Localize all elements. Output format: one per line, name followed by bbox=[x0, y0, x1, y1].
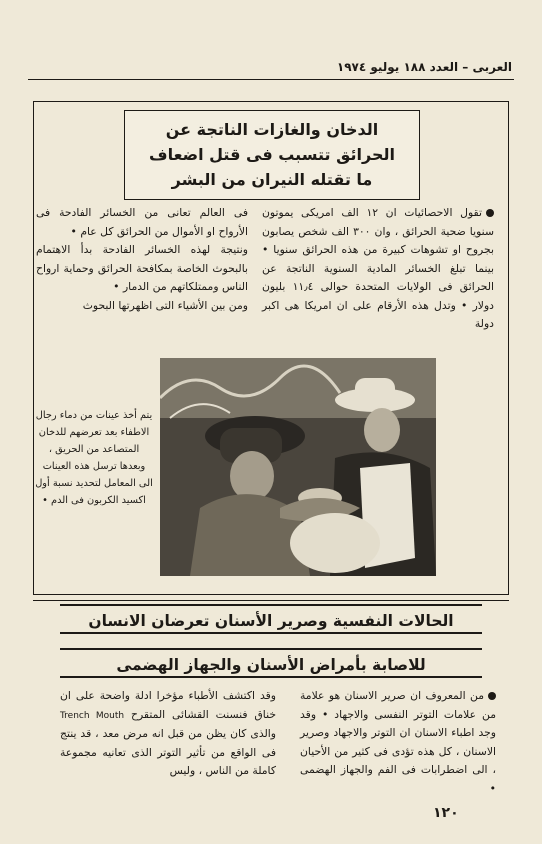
page-number: ١٢٠ bbox=[433, 805, 459, 821]
article2-title-line-1: الحالات النفسية وصرير الأسنان تعرضان الانسان bbox=[60, 604, 482, 634]
firefighters-photo bbox=[160, 358, 436, 576]
article-left-para-2: ونتيجة لهذه الخسائر الفادحة بدأ الاهتمام بالبحوث الخاصة بمكافحة الحرائق وحماية ارواح الناس وممتلكاتهم من الدمار • bbox=[36, 243, 248, 293]
article2-left-english-term: Trench Mouth bbox=[60, 710, 125, 721]
article2-left-column bbox=[60, 687, 276, 781]
article2-left-text-b: والذى كان يظن من قبل انه مرض معد ، قد ينتج فى الواقع من تأثير التوتر الذى تعانيه مجموعة كاملة من الناس ، وليس bbox=[60, 727, 276, 777]
bullet-icon bbox=[486, 209, 494, 217]
article-title-box bbox=[124, 110, 420, 200]
photo-caption: يتم أخذ عينات من دماء رجال الاطفاء بعد تعرضهم للدخان المتصاعد من الحريق ، وبعدها ترسل هذه العينات الى المعامل لتحديد نسبة أول اكسيد الكربون فى الدم • bbox=[35, 410, 153, 506]
article-title-line-2: الحرائق تتسبب فى قتل اضعاف bbox=[149, 145, 395, 164]
section-divider bbox=[33, 600, 509, 601]
article-left-para-1: فى العالم تعانى من الخسائر الفادحة فى الأرواح او الأموال من الحرائق كل عام • bbox=[36, 206, 248, 238]
article2-right-text: من المعروف ان صرير الاسنان هو علامة من علامات التوتر النفسى والاجهاد • وقد وجد اطباء الاسنان ان التوتر والاجهاد وصرير الاسنان ، كل هذه تؤدى فى كثير من الأحيان ، الى اضطرابات فى الفم والجهاز الهضمى • bbox=[300, 689, 496, 795]
bullet-icon bbox=[488, 692, 496, 700]
photo-illustration bbox=[160, 358, 436, 576]
article-left-para-3: ومن بين الأشياء التى اظهرتها البحوث bbox=[82, 298, 248, 312]
article-left-column bbox=[36, 204, 248, 315]
issue-header: العربى – العدد ١٨٨ يوليو ١٩٧٤ bbox=[336, 60, 512, 74]
article2-right-column bbox=[300, 687, 496, 798]
article-right-text: تقول الاحصائيات ان ١٢ الف امريكى يموتون سنويا ضحية الحرائق ، وان ٣٠٠ الف شخص يصابون بجروح او تشوهات كبيرة من هذه الحرائق سنويا • بينما تبلغ الخسائر المادية السنوية الناتجة عن الحرائق فى الولايات المتحدة حوالى ١١٫٤ بليون دولار • وتدل هذه الأرقام على ان امريكا هى اكبر دولة bbox=[262, 206, 495, 330]
article2-left-text-a: وقد اكتشف الأطباء مؤخرا ادلة واضحة على ان خناق فنسنت القشائى المتقرح bbox=[60, 689, 276, 721]
article-title-line-3: ما تقتله النيران من البشر bbox=[171, 170, 373, 189]
article-title-line-1: الدخان والغازات الناتجة عن bbox=[165, 120, 379, 139]
article-right-column bbox=[262, 204, 494, 334]
header-rule bbox=[28, 79, 514, 80]
article2-title-line-2: للاصابة بأمراض الأسنان والجهاز الهضمى bbox=[60, 648, 482, 678]
